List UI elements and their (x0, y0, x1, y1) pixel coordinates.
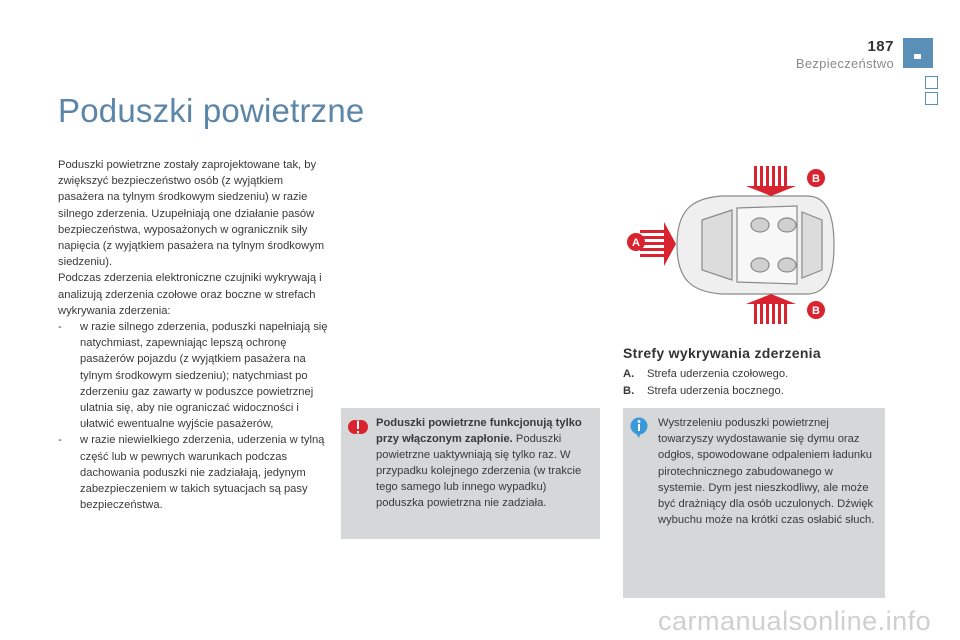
legend-item (623, 383, 788, 400)
zones-title: Strefy wykrywania zderzenia (623, 345, 821, 361)
label-b-bottom: B (812, 305, 820, 317)
legend-key: A. (623, 368, 635, 380)
label-a: A (632, 237, 640, 249)
section-name: Bezpieczeństwo (795, 56, 894, 71)
info-text: Wystrzeleniu poduszki powietrznej towarzyszy wydostawanie się dymu oraz odgłos, spowodowane odpaleniem ładunku pirotechnicznego zabudowanego w systemie. Dym jest nieszkodliwy, ale może być drażniący dla osób uczulonych. Dźwięk wybuchu może na krótki czas osłabić słuch. (658, 417, 875, 527)
arrow-front-a (640, 222, 676, 266)
warning-body: Poduszki powietrzne uaktywniają się tylko raz. W przypadku kolejnego zderzenia (w trakcie tego samego lub innego wypadku) poduszka powietrzna nie zadziała. (376, 433, 582, 509)
page-title: Poduszki powietrzne (58, 92, 365, 129)
info-icon (629, 416, 649, 438)
bullet-text: w razie niewielkiego zderzenia, uderzenia w tylną część lub w pewnych warunkach podczas dachowania poduszki nie zadziałają, jedynym zabezpieczeniem w takich sytuacjach są pasy bezpieczeństwa. (80, 434, 325, 512)
legend-text: Strefa uderzenia czołowego. (647, 368, 789, 380)
body-paragraph-2: Podczas zderzenia elektroniczne czujniki wykrywają i analizują zderzenia czołowe oraz boczne w strefach wykrywania zderzenia: (58, 272, 322, 317)
bullet-item (58, 432, 328, 513)
car-outline (677, 196, 834, 294)
car-diagram (622, 160, 842, 330)
body-paragraph-1: Poduszki powietrzne zostały zaprojektowane tak, by zwiększyć bezpieczeństwo osób (z wyjątkiem pasażera na tylnym środkowym siedzeniu) w razie silnego zderzenia. Uzupełniają one działanie pasów bezpieczeństwa, wyposażonych w ogranicznik siły napięcia (z wyjątkiem pasażera na tylnym środkowym siedzeniu). (58, 159, 325, 269)
bullet-mark: - (58, 321, 62, 334)
tab-marker-outline-2 (925, 92, 938, 105)
bullet-item (58, 319, 328, 432)
bullet-text: w razie silnego zderzenia, poduszki napełniają się natychmiast, zapewniając lepszą ochronę pasażerów pojazdu (z wyjątkiem pasażera na tylnym środkowym siedzeniu); natychmiast po zderzeniu gaz zawarty w poduszce powietrznej ulatnia się, aby nie ograniczać widoczności i ułatwić ewentualne wyjście pasażerów, (80, 321, 328, 431)
arrow-side-b-top (746, 166, 796, 196)
tab-marker-outline-1 (925, 76, 938, 89)
watermark: carmanualsonline.info (658, 606, 932, 636)
zones-legend (623, 366, 788, 400)
legend-text: Strefa uderzenia bocznego. (647, 385, 784, 397)
section-tab-marker (903, 38, 933, 68)
warning-text (376, 415, 594, 511)
warning-bold: Poduszki powietrzne funkcjonują tylko przy włączonym zapłonie. (376, 417, 582, 445)
legend-item (623, 366, 788, 383)
page-number: 187 (867, 38, 894, 55)
warning-icon (347, 416, 369, 438)
body-text (58, 157, 328, 513)
bullet-mark: - (58, 434, 62, 447)
label-b-top: B (812, 173, 820, 185)
legend-key: B. (623, 385, 635, 397)
arrow-side-b-bottom (746, 294, 796, 324)
